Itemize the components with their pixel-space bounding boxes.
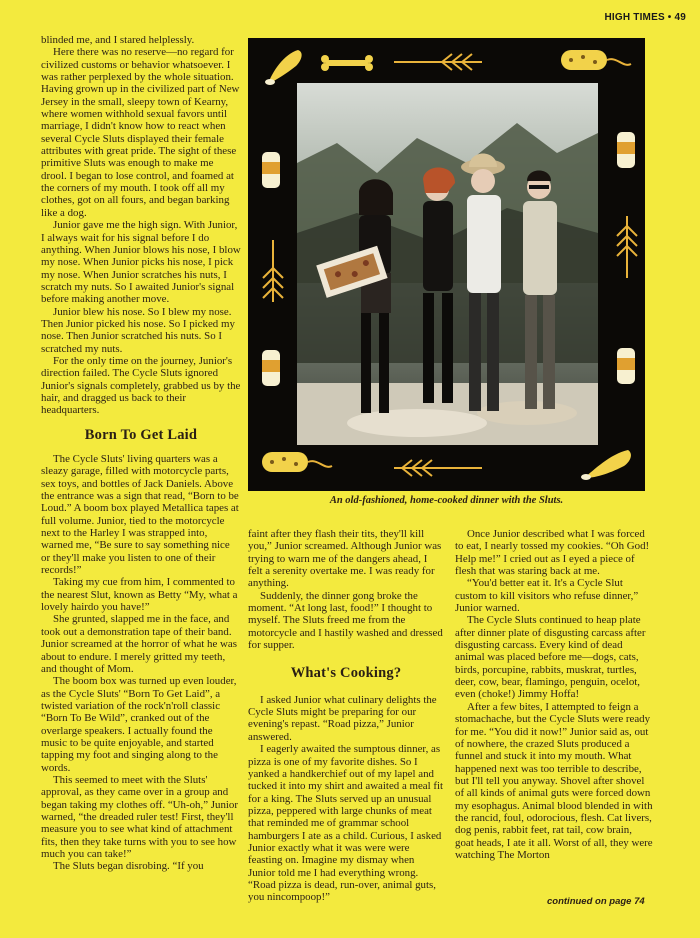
paragraph: Junior gave me the high sign. With Junior, I always wait for his signal before I do anything. When Junior blows his nose, I blow my nose. When Junior picks his nose, I pick my nose. When Junior scratches his nuts, I scratch my nuts. So I awaited Junior's signal before making another move.: [41, 219, 241, 306]
sausage-icon: [557, 44, 635, 78]
can-icon: [257, 346, 285, 390]
paragraph: Here there was no reserve—no regard for civilized customs or behavior whatsoever. I was rather perplexed by the whole situation. Having grown up in the civilized part of New Jersey in the small, sleepy town of Kearny, where women withhold sexual favors until marriage, I didn't know how to react when several Cycle Sluts displayed their female attributes with great pride. The sight of these primitive Sluts was enough to make me drool. I began to lose control, and foamed at the corners of my mouth. I took off all my clothes, got on all fours, and began barking like a dog.: [41, 46, 240, 219]
page-folio: HIGH TIMES • 49: [604, 12, 686, 23]
paragraph: This seemed to meet with the Sluts' approval, as they came over in a group and began taking my clothes off. “Uh-oh,” Junior warned, “the dreaded ruler test! First, they'll measure you to see what kind of attachment fits, then they take turns with you to see how much you can take!”: [41, 773, 238, 860]
dinner-photo: [297, 83, 598, 445]
paragraph: The Cycle Sluts' living quarters was a sleazy garage, filled with motorcycle parts, sex toys, and bottles of Jack Daniels. Above the entrance was a sign that read, “Born to be Loud.” A boom box played Metallica tapes at full volume. Junior, tied to the motorcycle next to the Harley I was strapped into, warned me, “Be sure to say something nice or they'll make you listen to one of their records!”: [41, 453, 239, 577]
paragraph: The Cycle Sluts continued to heap plate after dinner plate of disgusting carcass after disgusting carcass. Every kind of dead animal was placed before me—dogs, cats, birds, porcupine, rabbits, muskrat, turtles, deer, cow, bear, flamingo, penguin, ocelot, even (choke!) Jimmy Hoffa!: [455, 614, 646, 701]
photo-caption: An old-fashioned, home-cooked dinner with the Sluts.: [329, 495, 564, 506]
can-icon: [612, 128, 640, 172]
paragraph: I eagerly awaited the sumptous dinner, as pizza is one of my favorite dishes. So I yanked a handkerchief out of my lapel and tucked it into my shirt and awaited a meal fit for a king. The Sluts served up an unusual pizza, peppered with large chunks of meat that reminded me of grammar school hamburgers I ate as a child. Curious, I asked Junior exactly what it was were were feasting on. Imagine my dismay when Junior told me I had everything wrong. “Road pizza is dead, run-over, animal guts, you nincompoop!”: [248, 743, 444, 904]
wheat-stalk-icon: [392, 50, 484, 74]
wheat-stalk-icon: [612, 214, 642, 280]
wheat-stalk-icon: [258, 238, 288, 304]
paragraph: Taking my cue from him, I commented to the nearest Slut, known as Betty “My, what a lovely hairdo you have!”: [41, 576, 238, 614]
can-icon: [257, 148, 285, 192]
bone-icon: [318, 52, 376, 74]
paragraph: For the only time on the journey, Junior's direction failed. The Cycle Sluts ignored Junior's signals completely, grabbed us by the hair, and dragged us back to their headquarters.: [41, 354, 241, 417]
subheading-whats-cooking: What's Cooking?: [290, 665, 402, 682]
paragraph: The boom box was turned up even louder, as the Cycle Sluts' “Born To Get Laid”, a twisted variation of the rock'n'roll classic “Born To Be Wild”, cranked out of the overlarge speakers. I actually found the music to be quite enjoyable, and started tapping my foot and singing along to the words.: [41, 675, 237, 774]
drumstick-icon: [580, 444, 636, 484]
paragraph: She grunted, slapped me in the face, and took out a demonstration tape of their band. Junior screamed at the horror of what he was about to endure. I merely gritted my teeth, and thought of Mom.: [41, 613, 237, 675]
paragraph: I asked Junior what culinary delights the Cycle Sluts might be preparing for our evening's repast. “Road pizza,” Junior answered.: [248, 693, 437, 743]
paragraph: After a few bites, I attempted to feign a stomachache, but the Cycle Sluts were ready for me. “You did it now!” Junior said as, out of nowhere, the crazed Sluts produced a funnel and stuck it into my mouth. What happened next was too terrible to describe, but I'll tell you anyway. Shovel after shovel of all kinds of animal guts were forced down my esophagus. Animal blood blended in with the rancid, foul, odorocious, flesh. Cat livers, dog penis, rabbit feet, rat tail, cow brain, goat heads, I ate it all. Worst of all, they were watching The Morton: [455, 700, 653, 861]
wheat-stalk-icon: [392, 456, 484, 480]
paragraph: Suddenly, the dinner gong broke the moment. “At long last, food!” I thought to myself. The Sluts freed me from the motorcycle and I hastily washed and dressed for supper.: [248, 589, 443, 652]
paragraph: blinded me, and I stared helplessly.: [41, 34, 195, 46]
continued-notice: continued on page 74: [547, 896, 645, 907]
paragraph: faint after they flash their tits, they'll kill you,” Junior screamed. Although Junior was trying to warn me of the dangers ahead, I felt a serenity overtake me. I was ready for anything.: [248, 528, 442, 590]
sausage-icon: [258, 446, 336, 480]
paragraph: The Sluts began disrobing. “If you: [53, 860, 204, 873]
article-column-3: [455, 528, 653, 861]
article-column-2: [248, 528, 444, 904]
subheading-born-to-get-laid: Born To Get Laid: [84, 426, 198, 443]
article-column-1: [41, 34, 241, 873]
paragraph: “You'd better eat it. It's a Cycle Slut custom to kill visitors who refuse dinner,” Junior warned.: [455, 577, 639, 615]
paragraph: Junior blew his nose. So I blew my nose. Then Junior picked his nose. So I picked my nose. Then Junior scratched his nuts. So I scratched my nuts.: [41, 305, 235, 355]
paragraph: Once Junior described what I was forced to eat, I nearly tossed my cookies. “Oh God! Help me!” I cried out as I eyed a piece of flesh that was staring back at me.: [455, 528, 650, 578]
can-icon: [612, 344, 640, 388]
